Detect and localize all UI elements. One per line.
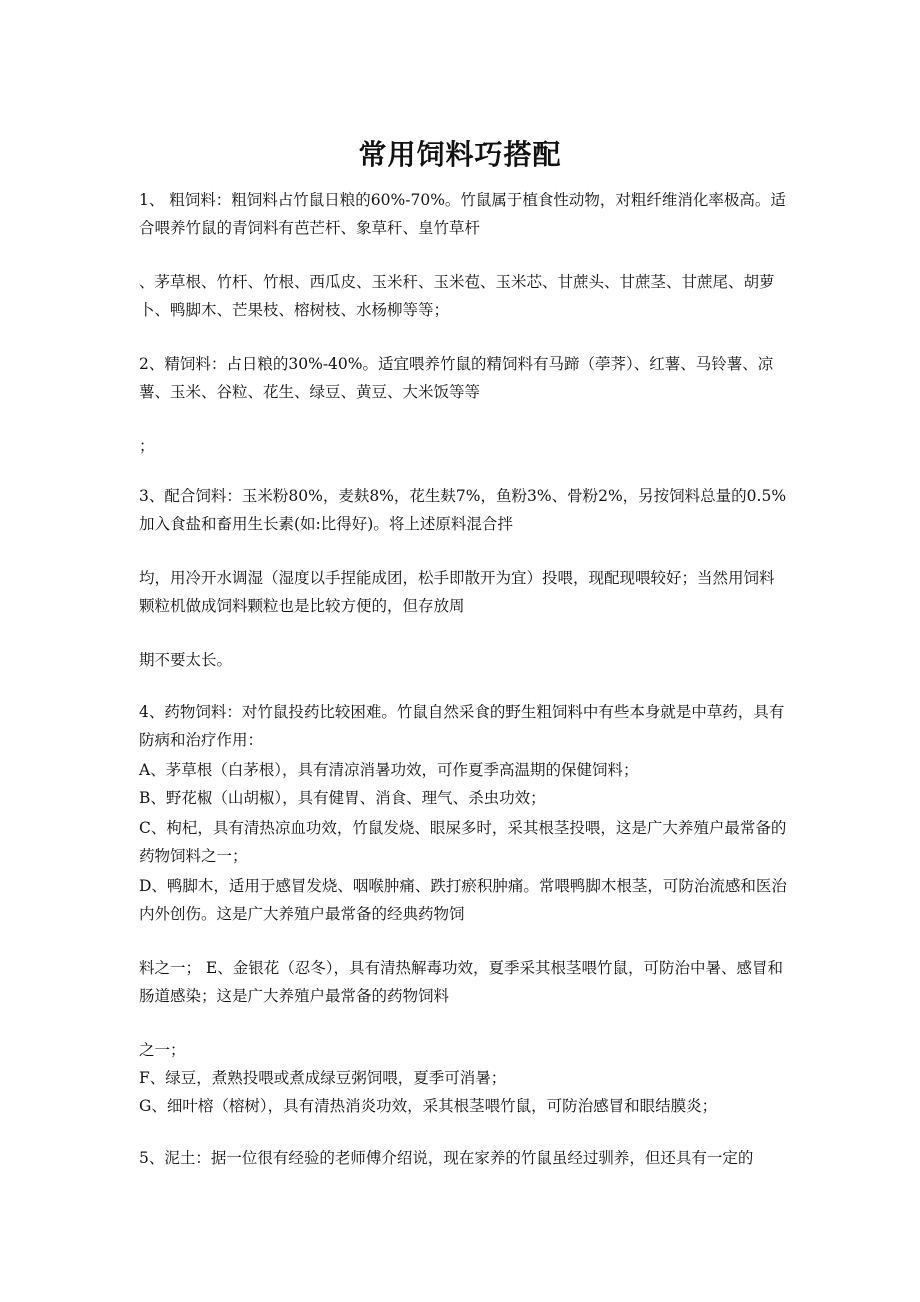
paragraph-3-continued: 均，用冷开水调湿（湿度以手捏能成团，松手即散开为宜）投喂，现配现喂较好；当然用饲料颗粒机做成饲料颗粒也是比较方便的，但存放周 bbox=[139, 569, 775, 615]
list-item-d: D、鸭脚木，适用于感冒发烧、咽喉肿痛、跌打瘀积肿痛。常喂鸭脚木根茎，可防治流感和医治内外创伤。这是广大养殖户最常备的经典药物饲 bbox=[139, 877, 787, 923]
paragraph-2-concentrate-feed: 2、精饲料：占日粮的30%-40%。适宜喂养竹鼠的精饲料有马蹄（荸荠）、红薯、马铃薯、凉薯、玉米、谷粒、花生、绿豆、黄豆、大米饭等等 bbox=[139, 355, 774, 401]
list-item-g: G、细叶榕（榕树），具有清热消炎功效，采其根茎喂竹鼠，可防治感冒和眼结膜炎； bbox=[139, 1097, 718, 1115]
paragraph-3-end: 期不要太长。 bbox=[139, 651, 233, 669]
paragraph-2-continued: ； bbox=[139, 437, 155, 455]
list-item-b: B、野花椒（山胡椒），具有健胃、消食、理气、杀虫功效； bbox=[139, 789, 546, 807]
document-title: 常用饲料巧搭配 bbox=[358, 137, 562, 171]
list-item-e-end: 之一； bbox=[139, 1041, 186, 1059]
list-item-f: F、绿豆，煮熟投喂或煮成绿豆粥饲喂，夏季可消暑； bbox=[139, 1069, 507, 1087]
paragraph-1-continued: 、茅草根、竹杆、竹根、西瓜皮、玉米秆、玉米苞、玉米芯、甘蔗头、甘蔗茎、甘蔗尾、胡萝卜、鸭脚木、芒果枝、榕树枝、水杨柳等等； bbox=[139, 273, 775, 319]
paragraph-3-compound-feed: 3、配合饲料：玉米粉80%，麦麸8%，花生麸7%，鱼粉3%、骨粉2%，另按饲料总量的0.5%加入食盐和畜用生长素(如:比得好)。将上述原料混合拌 bbox=[139, 487, 787, 533]
list-item-d-e-continued: 料之一； E、金银花（忍冬），具有清热解毒功效，夏季采其根茎喂竹鼠，可防治中暑、感冒和肠道感染；这是广大养殖户最常备的药物饲料 bbox=[139, 959, 783, 1005]
paragraph-1-coarse-feed: 1、 粗饲料：粗饲料占竹鼠日粮的60%-70%。竹鼠属于植食性动物，对粗纤维消化率极高。适合喂养竹鼠的青饲料有芭芒杆、象草秆、皇竹草杆 bbox=[139, 191, 786, 237]
list-item-c: C、枸杞，具有清热凉血功效，竹鼠发烧、眼屎多时，采其根茎投喂，这是广大养殖户最常备的药物饲料之一； bbox=[139, 819, 787, 865]
paragraph-5-soil: 5、泥土：据一位很有经验的老师傅介绍说，现在家养的竹鼠虽经过驯养，但还具有一定的 bbox=[139, 1149, 754, 1167]
paragraph-4-medicinal-feed: 4、药物饲料：对竹鼠投药比较困难。竹鼠自然采食的野生粗饲料中有些本身就是中草药，具有防病和治疗作用： bbox=[139, 703, 785, 749]
list-item-a: A、茅草根（白茅根），具有清凉消暑功效，可作夏季高温期的保健饲料； bbox=[139, 761, 639, 779]
